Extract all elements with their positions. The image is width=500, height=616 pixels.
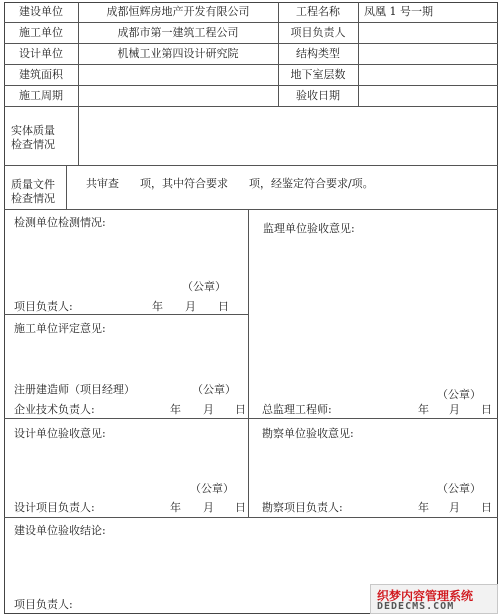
column-divider: [248, 209, 249, 517]
value-client: 成都恒辉房地产开发有限公司: [106, 5, 250, 18]
seal-label: （公章）: [437, 482, 481, 495]
day-label: 日: [235, 403, 246, 416]
value-designer: 机械工业第四设计研究院: [117, 47, 239, 60]
seal-label: （公章）: [192, 383, 236, 396]
survey-section-title: 勘察单位验收意见:: [262, 427, 354, 440]
label-basement-floors: 地下室层数: [290, 68, 346, 81]
day-label: 日: [481, 501, 492, 514]
label-project-name: 工程名称: [296, 5, 340, 18]
row-divider: [4, 418, 498, 419]
row-divider: [4, 209, 498, 210]
column-divider: [358, 2, 359, 106]
seal-label: （公章）: [437, 388, 481, 401]
client-section-title: 建设单位验收结论:: [14, 524, 106, 537]
signature-label: 项目负责人:: [14, 598, 73, 611]
month-label: 月: [203, 501, 214, 514]
year-label: 年: [170, 501, 181, 514]
day-label: 日: [218, 300, 229, 313]
signature-label: 设计项目负责人:: [14, 501, 95, 514]
site-watermark: [370, 584, 498, 614]
month-label: 月: [449, 501, 460, 514]
day-label: 日: [481, 403, 492, 416]
signature-label: 项目负责人:: [14, 300, 73, 313]
docs-quality-label: 检查情况: [11, 192, 55, 205]
label-construction-period: 施工周期: [19, 89, 63, 102]
label-building-area: 建筑面积: [19, 68, 63, 81]
month-label: 月: [203, 403, 214, 416]
design-section-title: 设计单位验收意见:: [14, 427, 106, 440]
supervision-section-title: 监理单位验收意见:: [263, 222, 355, 235]
signature-label: 勘察项目负责人:: [262, 501, 343, 514]
year-label: 年: [152, 300, 163, 313]
label-contractor: 施工单位: [19, 26, 63, 39]
row-divider: [4, 517, 498, 518]
seal-label: （公章）: [182, 280, 226, 293]
column-divider: [66, 165, 67, 209]
docs-quality-text: 共审查 项，其中符合要求 项，经鉴定符合要求/项。: [86, 177, 374, 190]
inspection-section-title: 检测单位检测情况:: [14, 216, 106, 229]
month-label: 月: [185, 300, 196, 313]
year-label: 年: [170, 403, 181, 416]
label-project-leader: 项目负责人: [290, 26, 346, 39]
value-contractor: 成都市第一建筑工程公司: [117, 26, 239, 39]
entity-quality-label: 检查情况: [11, 138, 55, 151]
signature-label: 企业技术负责人:: [14, 403, 95, 416]
row-divider: [4, 165, 498, 166]
value-project-name: 凤凰 1 号一期: [364, 5, 433, 18]
label-designer: 设计单位: [19, 47, 63, 60]
signature-label: 注册建造师（项目经理）: [14, 383, 135, 396]
label-client: 建设单位: [19, 5, 63, 18]
year-label: 年: [418, 501, 429, 514]
entity-quality-label: 实体质量: [11, 124, 55, 137]
docs-quality-label: 质量文件: [11, 178, 55, 191]
seal-label: （公章）: [190, 482, 234, 495]
construction-section-title: 施工单位评定意见:: [14, 322, 106, 335]
month-label: 月: [449, 403, 460, 416]
watermark-domain: DEDECMS.COM: [377, 601, 455, 612]
watermark-title: 织梦内容管理系统: [377, 589, 474, 603]
row-divider: [4, 314, 248, 315]
signature-label: 总监理工程师:: [262, 403, 332, 416]
label-structure-type: 结构类型: [296, 47, 340, 60]
label-acceptance-date: 验收日期: [296, 89, 340, 102]
year-label: 年: [418, 403, 429, 416]
day-label: 日: [235, 501, 246, 514]
